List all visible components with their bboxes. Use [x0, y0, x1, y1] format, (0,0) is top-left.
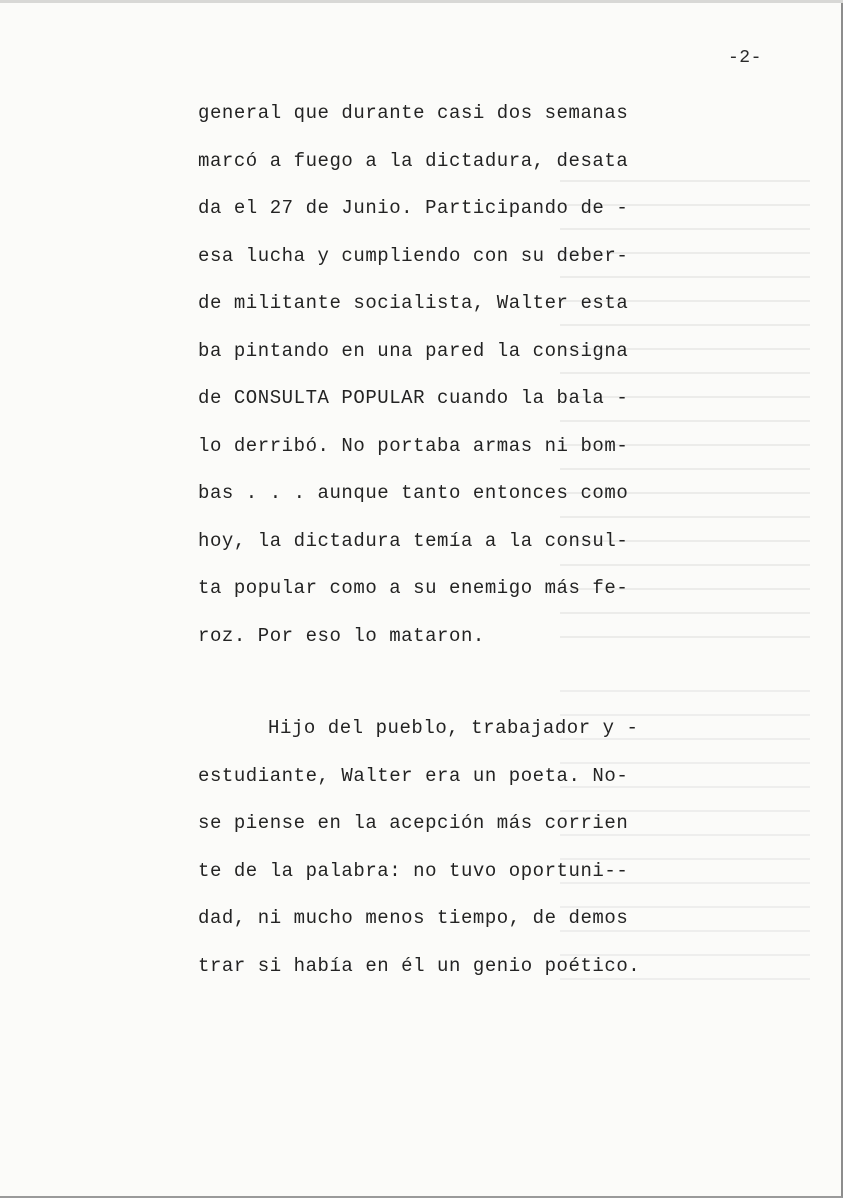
text-line: general que durante casi dos semanas: [198, 102, 629, 124]
page-number: -2-: [728, 48, 762, 68]
text-line: ta popular como a su enemigo más fe-: [198, 577, 629, 599]
text-line: bas . . . aunque tanto entonces como: [198, 482, 629, 504]
text-line: marcó a fuego a la dictadura, desata: [198, 149, 629, 172]
paragraph-gap: [198, 668, 718, 713]
text-line: roz. Por eso lo mataron.: [198, 624, 485, 647]
text-line: de militante socialista, Walter esta: [198, 292, 629, 314]
paragraph-1: [198, 98, 718, 668]
text-line: se piense en la acepción más corrien: [198, 812, 629, 834]
text-line: dad, ni mucho menos tiempo, de demos: [198, 907, 629, 929]
text-line: Hijo del pueblo, trabajador y -: [268, 717, 639, 739]
text-line: esa lucha y cumpliendo con su deber-: [198, 244, 629, 267]
typed-body-text: [198, 98, 718, 998]
text-line: trar si había en él un genio poético.: [198, 954, 641, 977]
text-line: te de la palabra: no tuvo oportuni--: [198, 859, 629, 882]
paragraph-2: [198, 713, 718, 998]
text-line: estudiante, Walter era un poeta. No-: [198, 764, 629, 787]
text-line: da el 27 de Junio. Participando de -: [198, 197, 629, 219]
text-line: hoy, la dictadura temía a la consul-: [198, 529, 629, 552]
page-top-edge: [0, 0, 843, 3]
text-line: de CONSULTA POPULAR cuando la bala -: [198, 387, 629, 409]
text-line: lo derribó. No portaba armas ni bom-: [198, 434, 629, 457]
text-line: ba pintando en una pared la consigna: [198, 339, 629, 362]
